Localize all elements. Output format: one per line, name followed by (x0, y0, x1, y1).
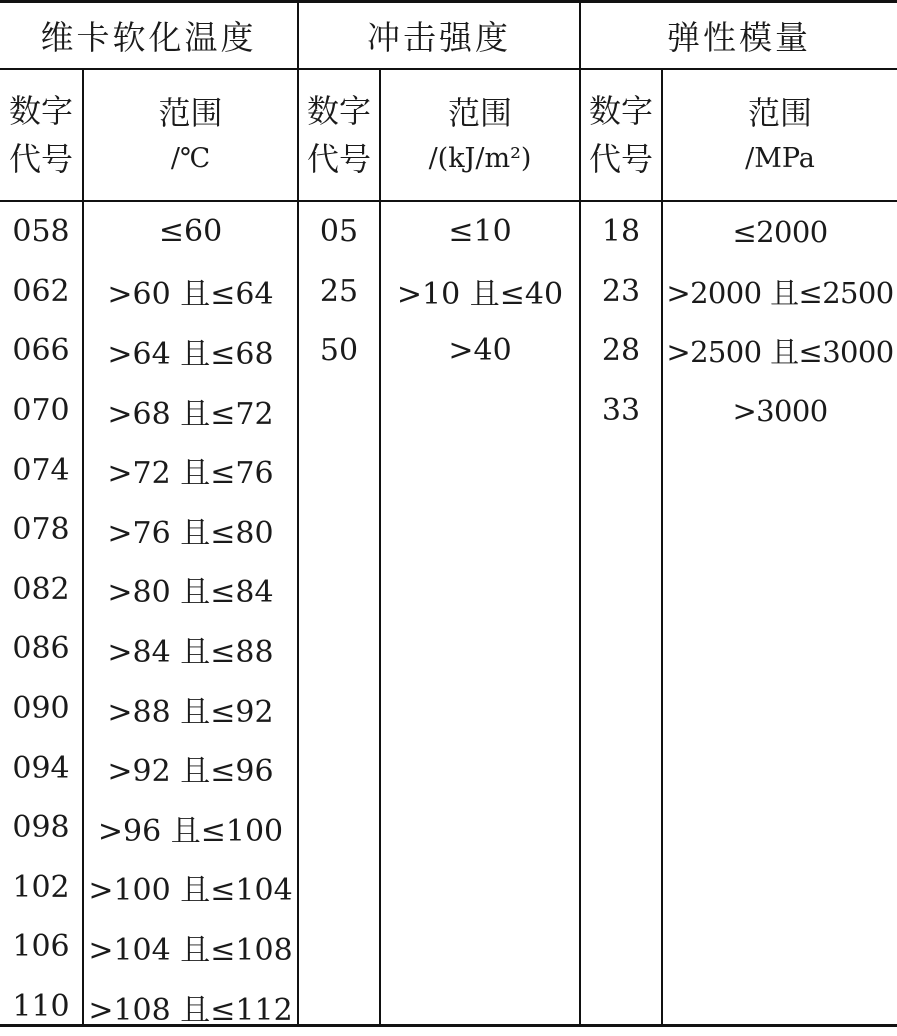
vicat-code-cell: 106 (12, 929, 70, 965)
impact-range-cell: ≤10 (448, 214, 512, 250)
range-header-unit: /℃ (170, 143, 211, 174)
code-header-line-2: 代号 (8, 140, 73, 178)
code-header-line-1: 数字 (8, 92, 73, 130)
vicat-range-cell: >100 且≤104 (88, 873, 293, 909)
code-header-line-1: 数字 (588, 92, 653, 130)
code-header-line-2: 代号 (306, 140, 371, 178)
vicat-range-cell: >60 且≤64 (107, 277, 274, 313)
range-header-title: 范围 (447, 94, 512, 132)
group-title-vicat: 维卡软化温度 (40, 18, 257, 57)
range-header-vicat (84, 70, 297, 200)
code-header-modulus (581, 70, 661, 200)
modulus-code-cell: 33 (601, 393, 641, 429)
vicat-range-cell: >108 且≤112 (88, 992, 293, 1028)
range-header-title: 范围 (747, 94, 812, 132)
impact-range-cell: >10 且≤40 (396, 277, 564, 313)
range-header-unit: /(kJ/m²) (428, 143, 532, 174)
impact-code-cell: 50 (319, 333, 359, 369)
range-header-modulus (663, 70, 897, 200)
modulus-code-cell: 23 (601, 273, 641, 309)
vicat-range-cell: >84 且≤88 (107, 634, 274, 670)
vicat-code-cell: 062 (12, 273, 70, 309)
vicat-code-cell: 074 (12, 452, 70, 488)
modulus-range-cell: >2000 且≤2500 (666, 275, 894, 310)
range-header-title: 范围 (158, 94, 223, 132)
vicat-code-cell: 058 (12, 214, 70, 250)
vicat-code-cell: 110 (12, 989, 70, 1025)
modulus-code-cell: 18 (601, 214, 641, 250)
vicat-range-cell: >64 且≤68 (107, 336, 274, 372)
vicat-range-cell: >92 且≤96 (107, 754, 274, 790)
vicat-range-cell: >88 且≤92 (107, 694, 274, 730)
vicat-range-cell: ≤60 (158, 214, 223, 250)
vicat-code-cell: 094 (12, 750, 70, 786)
impact-code-cell: 25 (319, 273, 359, 309)
vicat-code-cell: 070 (12, 393, 70, 429)
code-header-vicat (0, 70, 82, 200)
vicat-code-cell: 098 (12, 810, 70, 846)
code-header-line-2: 代号 (588, 140, 653, 178)
vicat-range-cell: >96 且≤100 (97, 813, 284, 849)
vicat-code-cell: 102 (12, 869, 70, 905)
modulus-range-cell: >3000 (732, 393, 828, 428)
vicat-range-cell: >104 且≤108 (88, 932, 293, 968)
group-title-impact: 冲击强度 (367, 18, 511, 57)
group-title-modulus: 弹性模量 (667, 18, 811, 57)
range-header-impact (381, 70, 579, 200)
vicat-range-cell: >76 且≤80 (107, 515, 274, 551)
code-header-impact (299, 70, 379, 200)
impact-range-cell: >40 (448, 333, 512, 369)
modulus-code-cell: 28 (601, 333, 641, 369)
range-header-unit: /MPa (745, 143, 815, 174)
modulus-range-cell: >2500 且≤3000 (666, 335, 894, 370)
vicat-range-cell: >68 且≤72 (107, 396, 274, 432)
vicat-code-cell: 082 (12, 571, 70, 607)
vicat-range-cell: >72 且≤76 (107, 456, 274, 492)
vicat-code-cell: 066 (12, 333, 70, 369)
vicat-range-cell: >80 且≤84 (107, 575, 274, 611)
impact-code-cell: 05 (319, 214, 359, 250)
vicat-code-cell: 090 (12, 691, 70, 727)
vicat-code-cell: 078 (12, 512, 70, 548)
code-header-line-1: 数字 (306, 92, 371, 130)
vicat-code-cell: 086 (12, 631, 70, 667)
modulus-range-cell: ≤2000 (732, 214, 828, 249)
